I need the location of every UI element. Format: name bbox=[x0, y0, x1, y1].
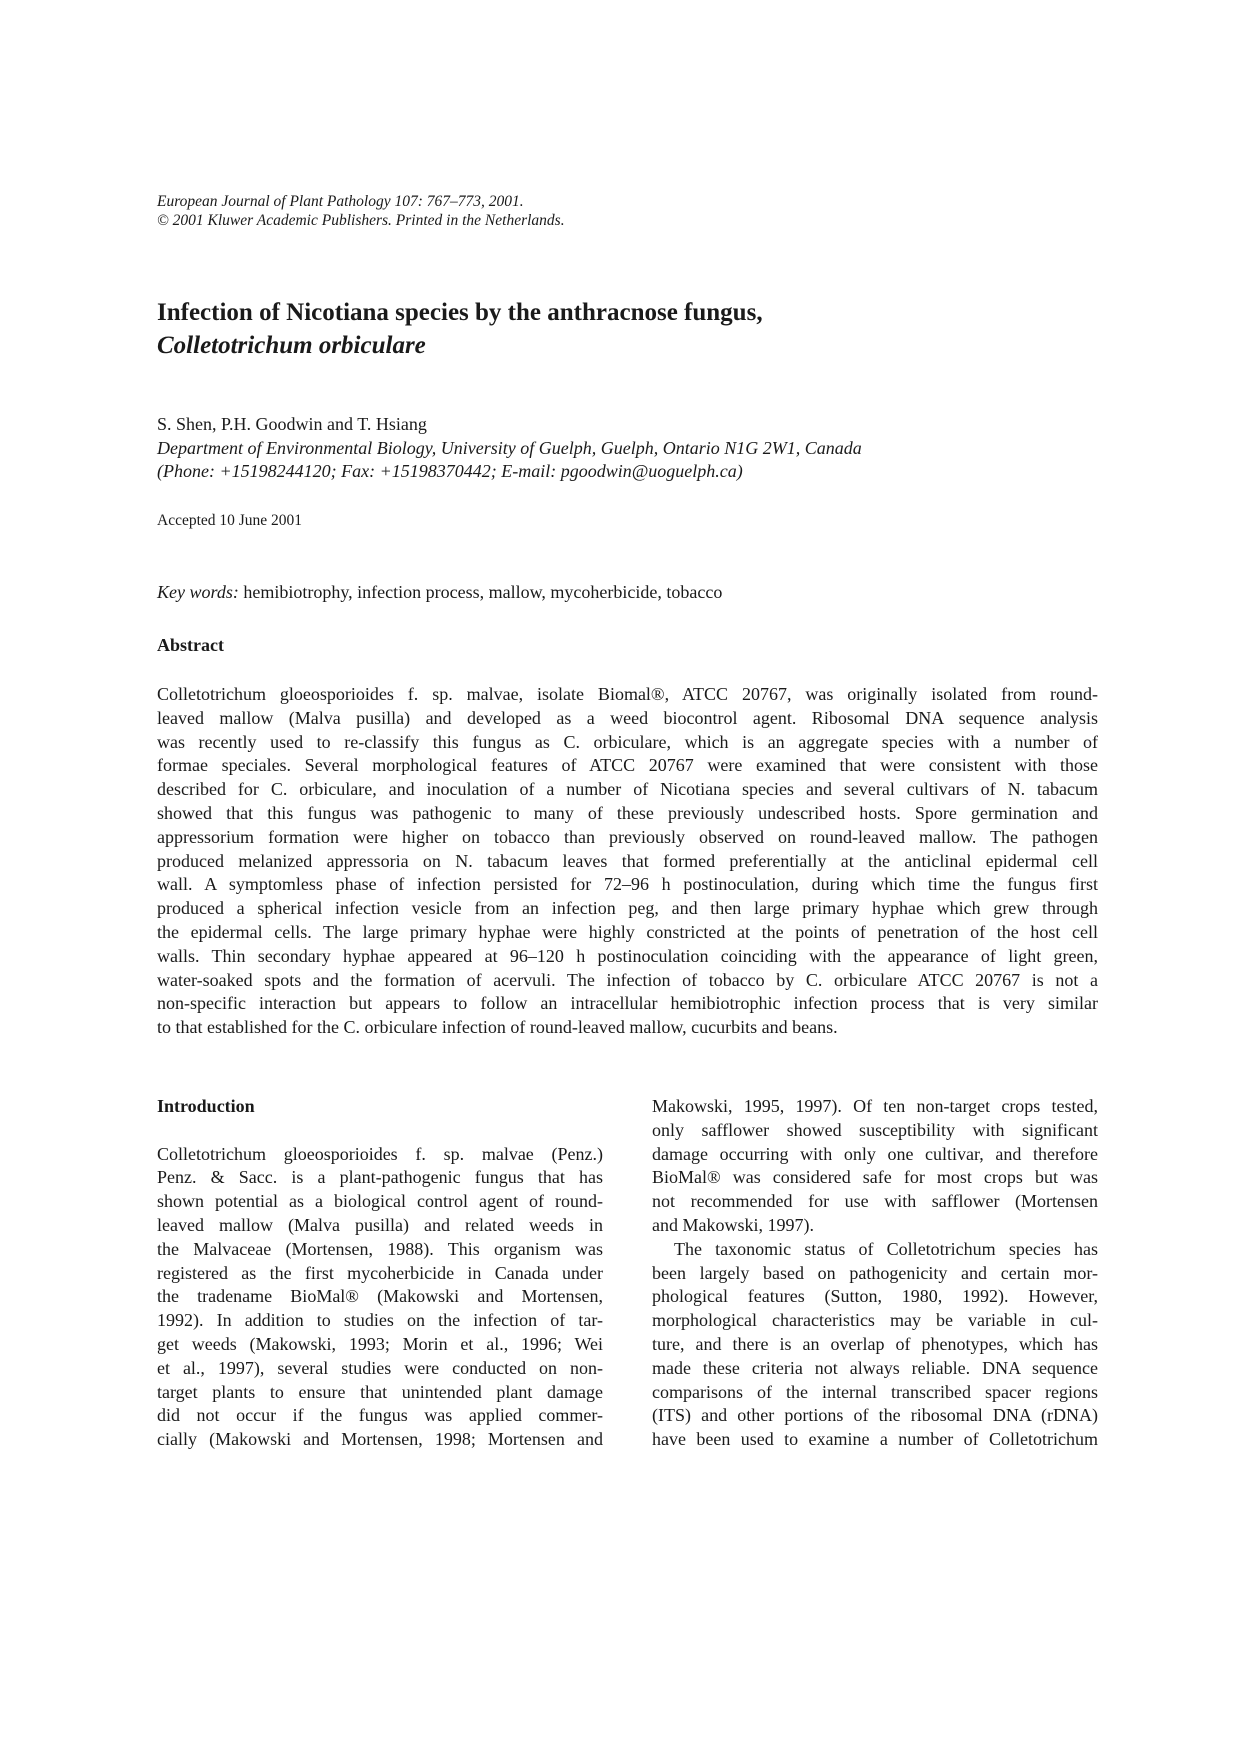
intro-line: 1992). In addition to studies on the infection of tar- bbox=[157, 1310, 603, 1331]
introduction-right-column bbox=[652, 1095, 1098, 1452]
introduction-left-column bbox=[157, 1095, 603, 1452]
abstract-line: produced melanized appressoria on N. tabacum leaves that formed preferentially at the anticlinal epidermal cell bbox=[157, 850, 1098, 871]
intro-line: only safflower showed susceptibility with significant bbox=[652, 1119, 1098, 1140]
intro-line: have been used to examine a number of Colletotrichum bbox=[652, 1429, 1098, 1450]
abstract-line: non-specific interaction but appears to follow an intracellular hemibiotrophic infection process that is very similar bbox=[157, 993, 1098, 1014]
intro-line: not recommended for use with safflower (Mortensen bbox=[652, 1191, 1098, 1212]
intro-line: phological features (Sutton, 1980, 1992). However, bbox=[652, 1286, 1098, 1307]
abstract-line: described for C. orbiculare, and inoculation of a number of Nicotiana species and several cultivars of N. tabacum bbox=[157, 779, 1098, 800]
author-contact: (Phone: +15198244120; Fax: +15198370442; E-mail: pgoodwin@uoguelph.ca) bbox=[157, 461, 743, 481]
intro-line: The taxonomic status of Colletotrichum species has bbox=[674, 1238, 1098, 1259]
abstract-line: the epidermal cells. The large primary hyphae were highly constricted at the points of penetration of the host cell bbox=[157, 921, 1098, 942]
intro-line: Penz. & Sacc. is a plant-pathogenic fungus that has bbox=[157, 1167, 603, 1188]
accepted-date: Accepted 10 June 2001 bbox=[157, 512, 303, 529]
intro-line: morphological characteristics may be variable in cul- bbox=[652, 1310, 1098, 1331]
intro-line: damage occurring with only one cultivar, and therefore bbox=[652, 1143, 1098, 1164]
intro-line: shown potential as a biological control agent of round- bbox=[157, 1191, 603, 1212]
abstract-line: formae speciales. Several morphological features of ATCC 20767 were examined that were consistent with those bbox=[157, 755, 1098, 776]
intro-line: cially (Makowski and Mortensen, 1998; Mortensen and bbox=[157, 1429, 603, 1450]
abstract-line: walls. Thin secondary hyphae appeared at 96–120 h postinoculation coinciding with the appearance of light green, bbox=[157, 945, 1098, 966]
keywords-text: hemibiotrophy, infection process, mallow, mycoherbicide, tobacco bbox=[243, 582, 723, 602]
intro-line: leaved mallow (Malva pusilla) and related weeds in bbox=[157, 1214, 603, 1235]
abstract-line: appressorium formation were higher on tobacco than previously observed on round-leaved mallow. The pathogen bbox=[157, 826, 1098, 847]
intro-line: the Malvaceae (Mortensen, 1988). This organism was bbox=[157, 1238, 603, 1259]
intro-line: made these criteria not always reliable. DNA sequence bbox=[652, 1357, 1098, 1378]
intro-line: Makowski, 1995, 1997). Of ten non-target crops tested, bbox=[652, 1096, 1098, 1116]
author-block bbox=[157, 413, 862, 484]
intro-line: BioMal® was considered safe for most crops but was bbox=[652, 1167, 1098, 1188]
keywords bbox=[157, 582, 722, 603]
intro-line: target plants to ensure that unintended plant damage bbox=[157, 1381, 603, 1402]
abstract-body bbox=[157, 683, 1098, 1040]
author-affiliation: Department of Environmental Biology, University of Guelph, Guelph, Ontario N1G 2W1, Canada bbox=[157, 437, 862, 458]
abstract-line: to that established for the C. orbiculare infection of round-leaved mallow, cucurbits and beans. bbox=[157, 1017, 838, 1038]
abstract-line: was recently used to re-classify this fungus as C. orbiculare, which is an aggregate species with a number of bbox=[157, 731, 1098, 752]
abstract-line: produced a spherical infection vesicle from an infection peg, and then large primary hyphae which grew through bbox=[157, 898, 1098, 919]
intro-line: and Makowski, 1997). bbox=[652, 1214, 814, 1235]
abstract-line: showed that this fungus was pathogenic to many of these previously undescribed hosts. Spore germination and bbox=[157, 802, 1098, 823]
abstract-line: water-soaked spots and the formation of acervuli. The infection of tobacco by C. orbiculare ATCC 20767 is not a bbox=[157, 969, 1098, 990]
intro-line: did not occur if the fungus was applied commer- bbox=[157, 1405, 603, 1426]
title-line-1: Infection of Nicotiana species by the anthracnose fungus, bbox=[157, 299, 763, 326]
publisher-notice: © 2001 Kluwer Academic Publishers. Printed in the Netherlands. bbox=[157, 212, 565, 229]
abstract-line: Colletotrichum gloeosporioides f. sp. malvae, isolate Biomal®, ATCC 20767, was originally isolated from round- bbox=[157, 684, 1098, 704]
article-title bbox=[157, 296, 1057, 362]
journal-header bbox=[157, 192, 565, 230]
intro-line: been largely based on pathogenicity and certain mor- bbox=[652, 1262, 1098, 1283]
abstract-line: leaved mallow (Malva pusilla) and developed as a weed biocontrol agent. Ribosomal DNA sequence analysis bbox=[157, 707, 1098, 728]
intro-line: registered as the first mycoherbicide in Canada under bbox=[157, 1262, 603, 1283]
abstract-heading: Abstract bbox=[157, 635, 224, 655]
keywords-label: Key words: bbox=[157, 582, 239, 602]
intro-line: et al., 1997), several studies were conducted on non- bbox=[157, 1357, 603, 1378]
intro-line: get weeds (Makowski, 1993; Morin et al., 1996; Wei bbox=[157, 1333, 603, 1354]
introduction-heading: Introduction bbox=[157, 1096, 255, 1116]
abstract-line: wall. A symptomless phase of infection persisted for 72–96 h postinoculation, during which time the fungus first bbox=[157, 874, 1098, 895]
intro-line: the tradename BioMal® (Makowski and Mortensen, bbox=[157, 1286, 603, 1307]
intro-line: Colletotrichum gloeosporioides f. sp. malvae (Penz.) bbox=[157, 1143, 603, 1164]
title-line-2: Colletotrichum orbiculare bbox=[157, 332, 426, 359]
intro-line: (ITS) and other portions of the ribosomal DNA (rDNA) bbox=[652, 1405, 1098, 1426]
author-names: S. Shen, P.H. Goodwin and T. Hsiang bbox=[157, 414, 427, 434]
intro-line: ture, and there is an overlap of phenotypes, which has bbox=[652, 1333, 1098, 1354]
heading-spacer bbox=[157, 1119, 603, 1143]
journal-citation: European Journal of Plant Pathology 107: 767–773, 2001. bbox=[157, 193, 524, 210]
intro-line: comparisons of the internal transcribed spacer regions bbox=[652, 1381, 1098, 1402]
